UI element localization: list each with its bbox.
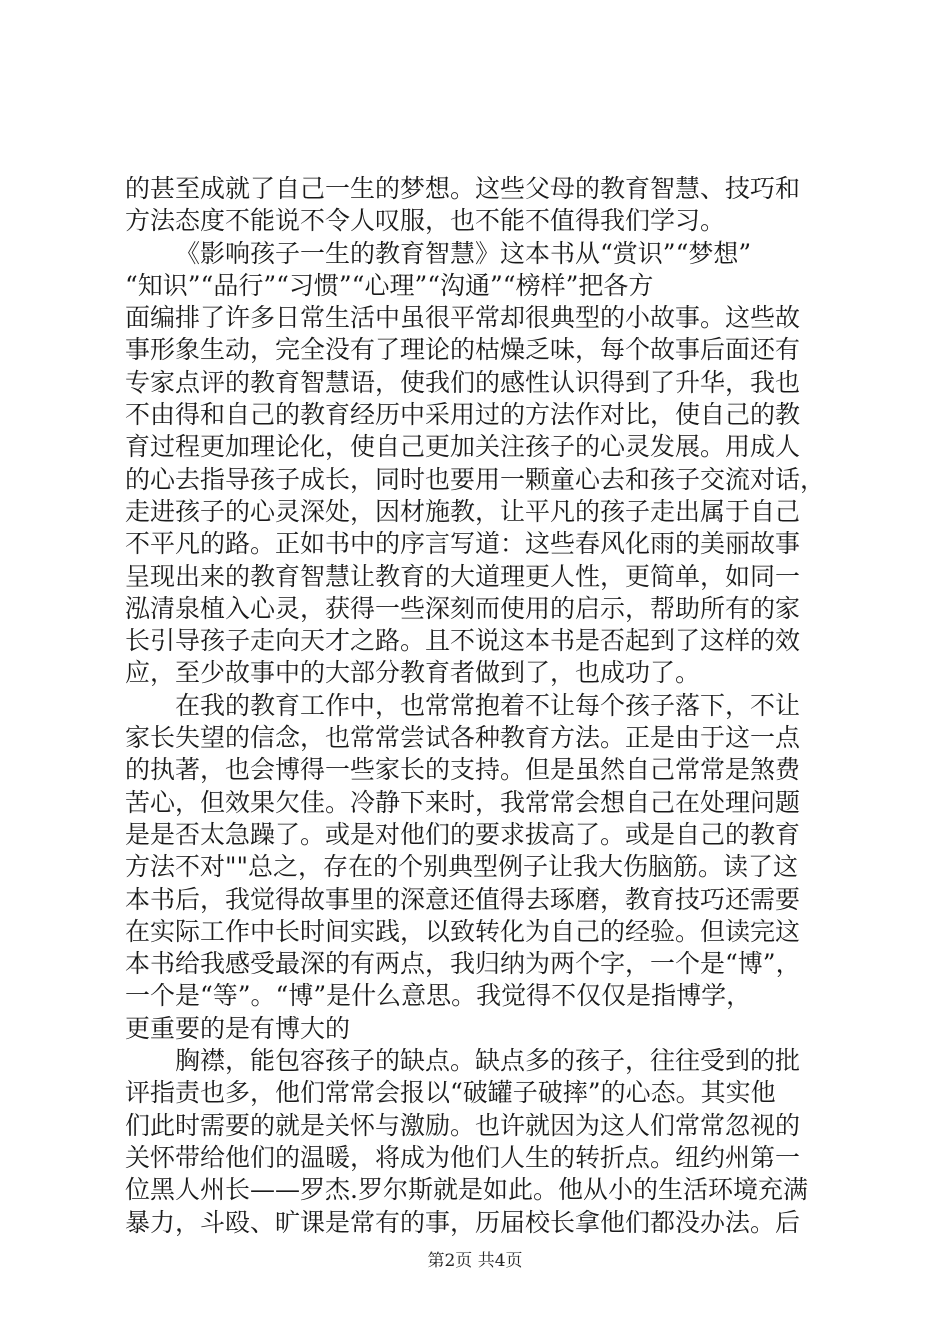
text-line: 的心去指导孩子成长，同时也要用一颗童心去和孩子交流对话， (125, 464, 826, 494)
text-line: “知识”“品行”“习惯”“心理”“沟通”“榜样”把各方 (125, 270, 654, 300)
text-line: 面编排了许多日常生活中虽很平常却很典型的小故事。这些故 (125, 303, 801, 333)
text-line: 专家点评的教育智慧语，使我们的感性认识得到了升华，我也 (125, 367, 801, 397)
text-line: 关怀带给他们的温暖，将成为他们人生的转折点。纽约州第一 (125, 1142, 801, 1172)
text-line: 在我的教育工作中，也常常抱着不让每个孩子落下，不让 (175, 690, 801, 720)
text-line: 苦心，但效果欠佳。冷静下来时，我常常会想自己在处理问题 (125, 787, 801, 817)
text-line: 应，至少故事中的大部分教育者做到了，也成功了。 (125, 658, 701, 688)
text-line: 呈现出来的教育智慧让教育的大道理更人性，更简单，如同一 (125, 561, 801, 591)
text-line: 方法不对""总之，存在的个别典型例子让我大伤脑筋。读了这 (125, 852, 799, 882)
text-line: 泓清泉植入心灵，获得一些深刻而使用的启示，帮助所有的家 (125, 593, 801, 623)
text-line: 育过程更加理论化，使自己更加关注孩子的心灵发展。用成人 (125, 432, 801, 462)
text-line: 事形象生动，完全没有了理论的枯燥乏味，每个故事后面还有 (125, 335, 801, 365)
text-line: 的执著，也会博得一些家长的支持。但是虽然自己常常是煞费 (125, 755, 801, 785)
text-line: 《影响孩子一生的教育智慧》这本书从“赏识”“梦想” (175, 238, 752, 268)
text-line: 方法态度不能说不令人叹服，也不能不值得我们学习。 (125, 206, 726, 236)
text-line: 本书给我感受最深的有两点，我归纳为两个字，一个是“博”， (125, 949, 801, 979)
text-line: 更重要的是有博大的 (125, 1013, 351, 1043)
text-line: 评指责也多，他们常常会报以“破罐子破摔”的心态。其实他 (125, 1078, 776, 1108)
text-line: 是是否太急躁了。或是对他们的要求拔高了。或是自己的教育 (125, 819, 801, 849)
text-line: 长引导孩子走向天才之路。且不说这本书是否起到了这样的效 (125, 626, 801, 656)
text-line: 胸襟，能包容孩子的缺点。缺点多的孩子，往往受到的批 (175, 1046, 801, 1076)
text-line: 不由得和自己的教育经历中采用过的方法作对比，使自己的教 (125, 400, 801, 430)
text-line: 的甚至成就了自己一生的梦想。这些父母的教育智慧、技巧和 (125, 174, 801, 203)
text-line: 不平凡的路。正如书中的序言写道：这些春风化雨的美丽故事 (125, 529, 801, 559)
document-body (125, 173, 835, 1239)
text-line: 一个是“等”。“博”是什么意思。我觉得不仅仅是指博学， (125, 981, 752, 1011)
text-line: 位黑人州长——罗杰.罗尔斯就是如此。他从小的生活环境充满 (125, 1175, 808, 1205)
text-line: 本书后，我觉得故事里的深意还值得去琢磨，教育技巧还需要 (125, 884, 801, 914)
text-line: 家长失望的信念，也常常尝试各种教育方法。正是由于这一点 (125, 723, 801, 753)
page-footer: 第2页 共4页 (427, 1251, 523, 1271)
text-line: 暴力，斗殴、旷课是常有的事，历届校长拿他们都没办法。后 (125, 1207, 801, 1237)
text-line: 们此时需要的就是关怀与激励。也许就因为这人们常常忽视的 (125, 1110, 801, 1140)
text-line: 走进孩子的心灵深处，因材施教，让平凡的孩子走出属于自己 (125, 496, 801, 526)
text-line: 在实际工作中长时间实践，以致转化为自己的经验。但读完这 (125, 916, 801, 946)
